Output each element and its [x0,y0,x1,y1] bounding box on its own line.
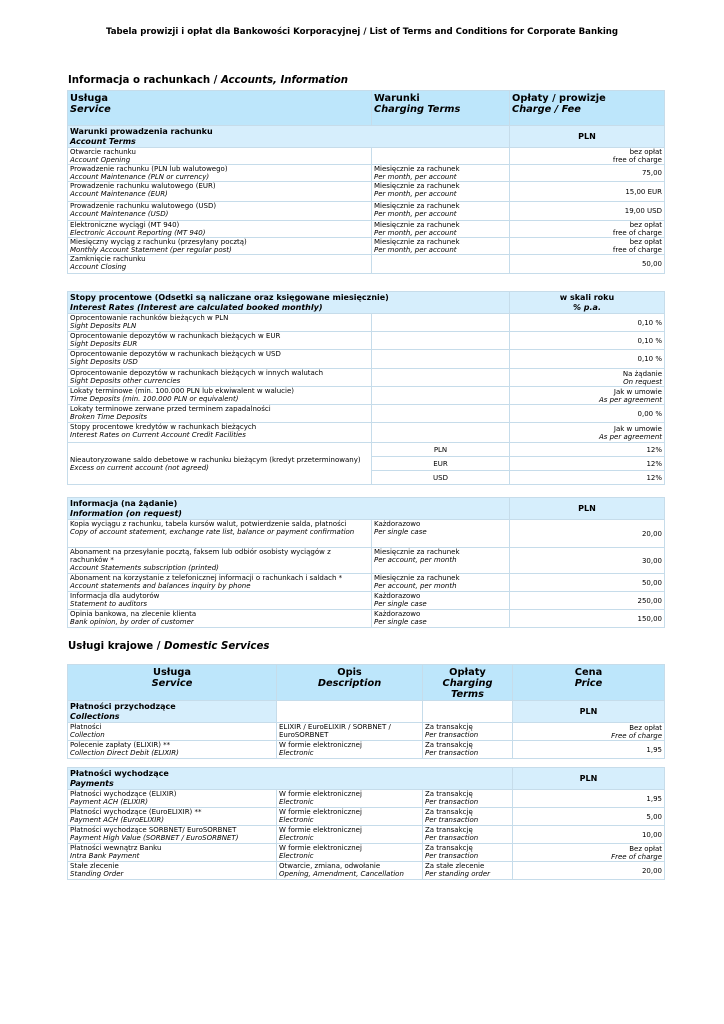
payments-subheader [68,768,665,790]
service-name-en: Account Maintenance (PLN or currency) [70,173,210,181]
price-note: Free of charge [611,731,662,740]
terms-pl: Każdorazowo [374,592,421,600]
terms-pl: Za stałe zlecenie [425,862,485,870]
service-cell [68,723,277,741]
price-cell [513,723,665,741]
overdraft-rate: 12% [646,459,662,468]
description-pl: W formie elektronicznej [279,741,362,749]
service-cell [68,165,372,182]
fee-cell [510,520,665,548]
table-row [68,350,665,369]
service-column-header: Usługa Service [68,91,372,126]
rate-value: Jak w umowie [613,424,662,433]
fee-value: bez opłat [629,238,662,246]
terms-pl: Miesięcznie za rachunek [374,165,460,173]
currency-label: PLN [510,498,665,520]
rate-value-cell [510,423,665,443]
terms-cell [423,790,513,808]
terms-pl: Za transakcję [425,826,473,834]
terms-pl: Za transakcję [425,808,473,816]
service-column-header: Usługa Service [68,665,277,701]
terms-cell [372,610,510,628]
rate-value-cell [510,405,665,423]
empty-cell [372,423,510,443]
empty-cell [372,332,510,350]
rate-name-en: Interest Rates on Current Account Credit Facilities [70,431,246,439]
price-cell [513,862,665,880]
service-name-en: Account Closing [70,263,127,271]
table-row [68,808,665,826]
table-row [68,165,665,182]
fee-cell [510,548,665,574]
description-cell [277,862,423,880]
fee-value: bez opłat [629,148,662,156]
terms-cell [423,844,513,862]
service-cell [68,202,372,221]
table-row [68,314,665,332]
table-row [68,723,665,741]
service-name-en: Monthly Account Statement (per regular post) [70,246,232,254]
table-row [68,520,665,548]
terms-en: Per month, per account [374,229,457,237]
terms-en: Per standing order [425,870,491,878]
table-row [68,387,665,405]
rate-name-cell [68,405,372,423]
fee-value: 75,00 [641,169,662,177]
service-name-pl: Abonament na przesyłanie pocztą, faksem lub odbiór osobisty wyciągów z rachunków * [70,548,331,564]
rate-name-cell [68,350,372,369]
table-row [68,548,665,574]
terms-cell [372,520,510,548]
terms-en: Per single case [374,618,427,626]
currency-cell [372,457,510,471]
rate-note: As per agreement [598,395,662,404]
table-row [68,592,665,610]
fee-value: 50,00 [641,578,662,587]
currency-code: PLN [433,445,448,454]
price-value: Bez opłat [629,723,662,732]
price-note: Free of charge [611,852,662,861]
fee-cell [510,202,665,221]
service-name-pl: Płatności wychodzące SORBNET/ EuroSORBNET [70,826,237,834]
fee-cell [510,592,665,610]
information-on-request-label: Informacja (na żądanie) Information (on request) [68,498,510,520]
rate-name-pl: Oprocentowanie depozytów w rachunkach bieżących w innych walutach [70,369,324,377]
fee-value: 250,00 [637,596,662,605]
terms-en: Per transaction [425,852,479,860]
terms-cell [372,548,510,574]
price-cell [513,808,665,826]
table-row [68,862,665,880]
price-value: 20,00 [641,866,662,875]
table-row [68,844,665,862]
empty-cell [423,701,513,723]
description-pl: W formie elektronicznej [279,790,362,798]
service-name-en: Payment High Value (SORBNET / EuroSORBNET) [70,834,239,842]
service-name-pl: Otwarcie rachunku [70,148,136,156]
rate-name-cell [68,332,372,350]
rate-name-en: Broken Time Deposits [70,413,147,421]
service-name-en: Account statements and balances inquiry by phone [70,582,251,590]
rate-value-cell [510,369,665,387]
service-cell [68,548,372,574]
service-cell [68,574,372,592]
rate-name-pl: Stopy procentowe kredytów w rachunkach bieżących [70,423,257,431]
service-cell [68,221,372,238]
terms-cell [372,182,510,202]
service-name-pl: Stałe zlecenie [70,862,119,870]
spacer-row [68,759,665,768]
terms-pl: Każdorazowo [374,520,421,528]
charging-terms-column-header: Warunki Charging Terms [372,91,510,126]
rate-name-cell [68,314,372,332]
interest-table [67,291,665,485]
service-name-pl: Kopia wyciągu z rachunku, tabela kursów walut, potwierdzenie salda, płatności [70,520,347,528]
collections-label: Płatności przychodzące Collections [68,701,277,723]
price-cell [513,826,665,844]
fee-note: free of charge [612,156,662,164]
rate-name-en: Sight Deposits PLN [70,322,137,330]
terms-cell [423,723,513,741]
price-cell [513,790,665,808]
description-pl: ELIXIR / EuroELIXIR / SORBNET / [279,723,391,731]
rate-value-cell [510,443,665,457]
fee-value: bez opłat [629,221,662,229]
terms-pl: Za transakcję [425,741,473,749]
table-row [68,610,665,628]
description-en: Electronic [279,834,314,842]
description-pl: Otwarcie, zmiana, odwołanie [279,862,381,870]
terms-cell [423,808,513,826]
service-cell [68,844,277,862]
service-name-en: Payment ACH (EuroELIXIR) [70,816,164,824]
domestic-services-table [67,664,665,880]
price-value: 5,00 [646,812,662,821]
table-row [68,369,665,387]
terms-pl: Miesięcznie za rachunek [374,221,460,229]
terms-pl: Miesięcznie za rachunek [374,548,460,556]
service-name-pl: Płatności [70,723,102,731]
service-name-en: Standing Order [70,870,124,878]
service-name-en: Copy of account statement, exchange rate list, balance or payment confirmation [70,528,355,536]
collections-subheader [68,701,665,723]
rate-value-cell [510,350,665,369]
empty-cell [372,350,510,369]
rate-value: 0,00 % [637,409,662,418]
description-en: Opening, Amendment, Cancellation [279,870,404,878]
description-cell [277,826,423,844]
description-en: Electronic [279,749,314,757]
empty-cell [372,369,510,387]
description-column-header: Opis Description [277,665,423,701]
price-cell [513,844,665,862]
service-name-pl: Prowadzenie rachunku (PLN lub walutowego) [70,165,228,173]
terms-en: Per transaction [425,834,479,842]
rate-name-en: Sight Deposits USD [70,358,138,366]
charge-fee-column-header: Opłaty / prowizje Charge / Fee [510,91,665,126]
price-value: 1,95 [646,745,662,754]
service-name-en: Account Maintenance (USD) [70,210,169,218]
overdraft-rate: 12% [646,445,662,454]
description-cell [277,844,423,862]
rate-note: On request [623,377,662,386]
rate-name-en: Time Deposits (min. 100.000 PLN or equivalent) [70,395,239,403]
terms-en: Per single case [374,528,427,536]
service-cell [68,790,277,808]
description-cell [277,808,423,826]
fee-cell [510,574,665,592]
terms-pl: Miesięcznie za rachunek [374,238,460,246]
terms-pl: Miesięcznie za rachunek [374,202,460,210]
terms-en: Per month, per account [374,210,457,218]
service-name-pl: Opinia bankowa, na zlecenie klienta [70,610,197,618]
domestic-section-heading: Usługi krajowe / Domestic Services [68,641,270,652]
rate-name-cell [68,423,372,443]
service-cell [68,520,372,548]
rate-note: As per agreement [598,432,662,441]
rate-value-cell [510,471,665,485]
rate-value-cell [510,387,665,405]
terms-cell [372,238,510,255]
terms-pl: Za transakcję [425,723,473,731]
rate-name-pl: Oprocentowanie depozytów w rachunkach bieżących w USD [70,350,281,358]
fee-note: free of charge [612,229,662,237]
terms-cell [372,165,510,182]
rate-name-en: Sight Deposits other currencies [70,377,181,385]
description-cell [277,723,423,741]
service-cell [68,610,372,628]
fee-value: 150,00 [637,614,662,623]
terms-en: Per transaction [425,731,479,739]
rate-name-cell [68,369,372,387]
terms-en: Per account, per month [374,582,457,590]
currency-label: PLN [513,768,665,790]
table-row [68,238,665,255]
rate-name-pl: Lokaty terminowe zerwane przed terminem zapadalności [70,405,271,413]
table-row [68,202,665,221]
service-name-pl: Elektroniczne wyciągi (MT 940) [70,221,180,229]
service-cell [68,862,277,880]
fee-value: 19,00 USD [624,207,662,215]
terms-pl: Miesięcznie za rachunek [374,182,460,190]
service-name-en: Account Maintenance (EUR) [70,190,168,198]
empty-cell [277,701,423,723]
price-value: 10,00 [641,830,662,839]
terms-pl: Każdorazowo [374,610,421,618]
terms-en: Per transaction [425,749,479,757]
fee-value: 15,00 EUR [625,187,662,196]
table-row [68,221,665,238]
table-row [68,255,665,274]
table-row [68,423,665,443]
fee-cell [510,165,665,182]
charging-terms-column-header: Opłaty Charging Terms [423,665,513,701]
interest-table-header [68,292,665,314]
description-cell [277,741,423,759]
currency-cell [372,443,510,457]
description-pl: W formie elektronicznej [279,826,362,834]
terms-cell [372,221,510,238]
terms-en: Per month, per account [374,190,457,198]
terms-cell [372,255,510,274]
accounts-section-heading: Informacja o rachunkach / Accounts, Information [68,75,349,86]
service-cell [68,255,372,274]
service-name-pl: Miesięczny wyciąg z rachunku (przesyłany pocztą) [70,238,247,246]
currency-label: PLN [513,701,665,723]
payments-label: Płatności wychodzące Payments [68,768,513,790]
terms-en: Per transaction [425,816,479,824]
terms-en: Per transaction [425,798,479,806]
service-name-en: Statement to auditors [70,600,147,608]
information-table [67,497,665,628]
description-pl: W formie elektronicznej [279,808,362,816]
overdraft-name-cell [68,443,372,485]
interest-rates-label: Stopy procentowe (Odsetki są naliczane oraz księgowane miesięcznie) Interest Rates (Interest are calculated booked monthly) [68,292,510,314]
table-row [68,332,665,350]
empty-cell [372,405,510,423]
service-cell [68,182,372,202]
fee-value: 20,00 [641,529,662,538]
fee-cell [510,182,665,202]
rate-value-cell [510,457,665,471]
service-name-pl: Płatności wewnątrz Banku [70,844,162,852]
rate-name-cell [68,387,372,405]
empty-cell [372,387,510,405]
fee-cell [510,238,665,255]
currency-code: USD [433,473,448,482]
service-name-pl: Płatności wychodzące (EuroELIXIR) ** [70,808,202,816]
service-name-pl: Prowadzenie rachunku walutowego (USD) [70,202,217,210]
currency-cell [372,471,510,485]
description-en: Electronic [279,816,314,824]
price-value: 1,95 [646,794,662,803]
description-en: EuroSORBNET [279,731,329,739]
accounts-table [67,90,665,274]
rate-value: 0,10 % [637,355,662,363]
service-name-en: Account Statements subscription (printed) [70,564,219,572]
rate-value: 0,10 % [637,336,662,345]
overdraft-name-en: Excess on current account (not agreed) [70,463,209,472]
terms-pl: Za transakcję [425,790,473,798]
rate-value: 0,10 % [637,318,662,327]
fee-note: free of charge [612,246,662,254]
service-name-pl: Abonament na korzystanie z telefonicznej informacji o rachunkach i saldach * [70,574,343,582]
service-name-en: Electronic Account Reporting (MT 940) [70,229,206,237]
terms-cell [423,741,513,759]
account-terms-subheader [68,126,665,148]
description-en: Electronic [279,852,314,860]
fee-cell [510,255,665,274]
currency-code: EUR [433,459,448,468]
rate-name-pl: Lokaty terminowe (min. 100.000 PLN lub ekwiwalent w walucie) [70,387,295,395]
empty-cell [372,314,510,332]
terms-cell [372,148,510,165]
overdraft-row [68,443,665,457]
description-en: Electronic [279,798,314,806]
service-name-en: Payment ACH (ELIXIR) [70,798,148,806]
rate-value: Na żądanie [622,369,662,378]
service-name-en: Collection Direct Debit (ELIXIR) [70,749,179,757]
service-cell [68,238,372,255]
price-column-header: Cena Price [513,665,665,701]
service-name-pl: Polecenie zapłaty (ELIXIR) ** [70,741,171,749]
page-title: Tabela prowizji i opłat dla Bankowości Korporacyjnej / List of Terms and Conditions for Corporate Banking [105,27,619,37]
rate-name-pl: Oprocentowanie depozytów w rachunkach bieżących w EUR [70,332,281,340]
fee-value: 30,00 [641,556,662,565]
information-table-header [68,498,665,520]
table-row [68,182,665,202]
description-cell [277,790,423,808]
rate-value-cell [510,332,665,350]
table-row [68,741,665,759]
annual-scale-label: w skali roku % p.a. [510,292,665,314]
table-row [68,790,665,808]
service-name-pl: Informacja dla audytorów [70,592,160,600]
rate-value-cell [510,314,665,332]
rate-name-pl: Oprocentowanie rachunków bieżących w PLN [70,314,229,322]
table-row [68,405,665,423]
terms-en: Per month, per account [374,173,457,181]
service-name-pl: Prowadzenie rachunku walutowego (EUR) [70,182,216,190]
table-row [68,148,665,165]
service-name-en: Account Opening [70,156,131,164]
terms-en: Per account, per month [374,556,457,564]
fee-cell [510,610,665,628]
overdraft-name-pl: Nieautoryzowane saldo debetowe w rachunku bieżącym (kredyt przeterminowany) [70,455,361,464]
terms-cell [372,574,510,592]
terms-en: Per single case [374,600,427,608]
terms-cell [372,202,510,221]
terms-cell [423,862,513,880]
price-cell [513,741,665,759]
terms-cell [423,826,513,844]
price-value: Bez opłat [629,844,662,853]
fee-cell [510,221,665,238]
service-name-en: Collection [70,731,105,739]
terms-pl: Za transakcję [425,844,473,852]
table-row [68,826,665,844]
terms-en: Per month, per account [374,246,457,254]
account-terms-label: Warunki prowadzenia rachunku Account Terms [68,126,510,148]
currency-label: PLN [510,126,665,148]
service-cell [68,148,372,165]
accounts-table-header [68,91,665,126]
rate-name-en: Sight Deposits EUR [70,340,138,348]
fee-value: 50,00 [641,260,662,268]
domestic-table-header [68,665,665,701]
service-name-en: Bank opinion, by order of customer [70,618,194,626]
service-cell [68,592,372,610]
table-row [68,574,665,592]
fee-cell [510,148,665,165]
rate-value: Jak w umowie [613,387,662,396]
service-cell [68,741,277,759]
terms-pl: Miesięcznie za rachunek [374,574,460,582]
service-name-pl: Płatności wychodzące (ELIXIR) [70,790,177,798]
service-cell [68,808,277,826]
description-pl: W formie elektronicznej [279,844,362,852]
service-name-pl: Zamknięcie rachunku [70,255,146,263]
terms-cell [372,592,510,610]
service-name-en: Intra Bank Payment [70,852,140,860]
service-cell [68,826,277,844]
overdraft-rate: 12% [646,473,662,482]
